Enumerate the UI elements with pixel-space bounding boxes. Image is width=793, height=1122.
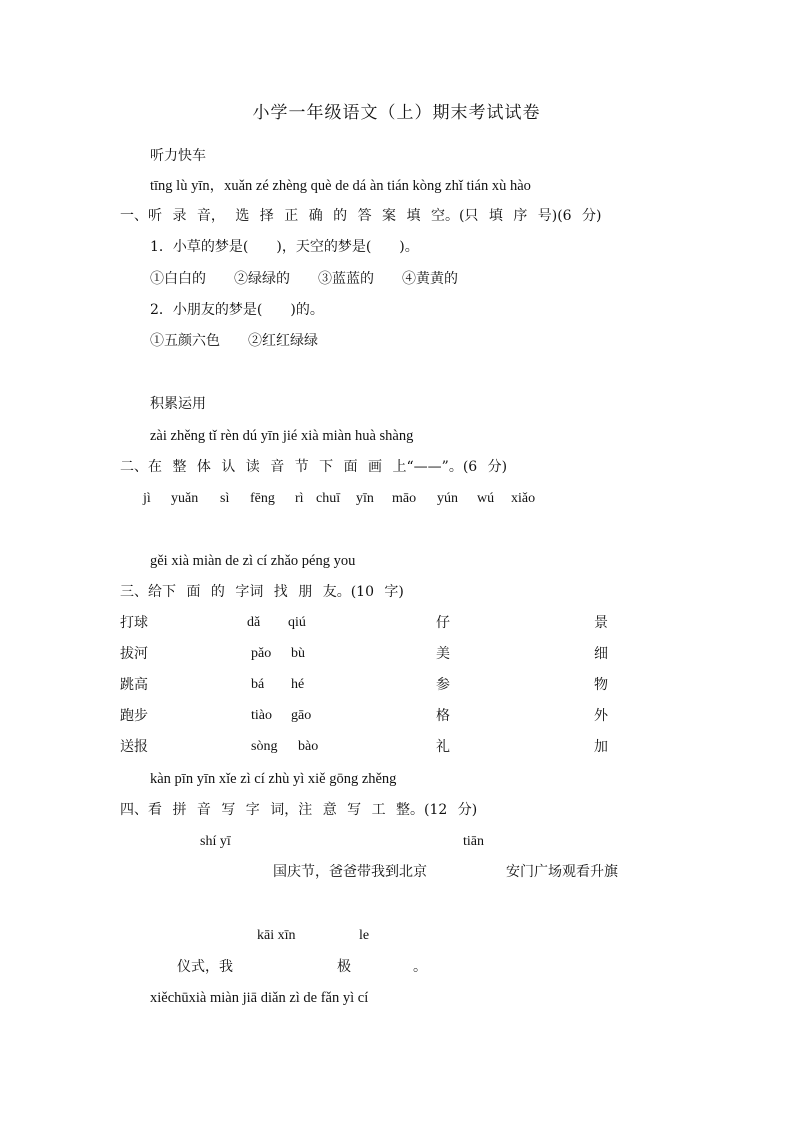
syllable: sì [220,491,230,506]
question-1-2-options: ①五颜六色 ②红红绿绿 [150,333,318,349]
question-1-1-options: ①白白的 ②绿绿的 ③蓝蓝的 ④黄黄的 [150,271,458,287]
section-header-listening: 听力快车 [150,148,206,164]
q4-pinyin: shí yī [200,834,231,849]
pinyin-instruction: xiěchūxià miàn jiā diǎn zì de fǎn yì cí [150,990,369,1006]
question-4-heading: 四、看 拼 音 写 字 词，注 意 写 工 整。(12 分) [120,802,478,818]
q4-pinyin: tiān [463,834,484,849]
syllable: yún [437,491,458,506]
q4-pinyin: le [359,928,370,943]
q4-sentence: 安门广场观看升旗 [506,864,618,880]
syllable: wú [477,491,495,506]
page-title: 小学一年级语文（上）期末考试试卷 [252,103,541,123]
question-1-2: 2．小朋友的梦是( )的。 [150,302,324,318]
syllable: fēng [250,491,275,506]
q4-sentence: 极 [337,959,351,975]
match-char: 景 [594,615,608,631]
q4-sentence: 。 [413,959,427,975]
question-3-heading: 三、给下 面 的 字词 找 朋 友。(10 字) [120,584,404,600]
match-pinyin: bù [291,646,305,661]
match-pinyin: bào [298,739,319,754]
match-pinyin: qiú [288,615,306,630]
syllable: rì [295,491,304,506]
q4-sentence: 国庆节，爸爸带我到北京 [273,864,427,880]
q4-pinyin: kāi xīn [257,928,296,943]
syllable: jì [143,491,151,506]
match-pinyin: gāo [291,708,312,723]
pinyin-instruction: zài zhěng tǐ rèn dú yīn jié xià miàn huà shàng [150,428,414,444]
syllable: māo [392,491,417,506]
match-char: 仔 [436,615,450,631]
match-word: 跳高 [120,677,148,693]
match-char: 格 [436,708,450,724]
match-pinyin: dǎ [247,615,261,630]
pinyin-instruction: tīng lù yīn，xuǎn zé zhèng què de dá àn tián kòng zhǐ tián xù hào [150,178,531,194]
match-pinyin: pǎo [251,646,272,661]
match-pinyin: tiào [251,708,272,723]
match-pinyin: hé [291,677,305,692]
match-char: 礼 [436,739,450,755]
question-1-heading: 一、听 录 音， 选 择 正 确 的 答 案 填 空。(只 填 序 号)(6 分) [120,208,602,224]
pinyin-instruction: gěi xià miàn de zì cí zhǎo péng you [150,553,356,569]
match-word: 打球 [120,615,148,631]
match-char: 加 [594,739,608,755]
match-word: 送报 [120,739,148,755]
match-char: 细 [594,646,608,662]
syllable: yuǎn [171,491,199,506]
match-word: 拔河 [120,646,148,662]
match-word: 跑步 [120,708,148,724]
match-pinyin: sòng [251,739,278,754]
section-header-accumulation: 积累运用 [150,396,206,412]
syllable: xiǎo [511,491,536,506]
question-1-1: 1．小草的梦是( )，天空的梦是( )。 [150,239,419,255]
match-char: 参 [436,677,450,693]
match-char: 美 [436,646,450,662]
q4-sentence: 仪式，我 [177,959,233,975]
syllable: yīn [356,491,374,506]
question-2-heading: 二、在 整 体 认 读 音 节 下 面 画 上“——”。(6 分) [120,459,508,475]
match-char: 外 [594,708,608,724]
syllable: chuī [316,491,341,506]
match-char: 物 [594,677,608,693]
match-pinyin: bá [251,677,265,692]
pinyin-instruction: kàn pīn yīn xǐe zì cí zhù yì xiě gōng zhěng [150,771,397,787]
